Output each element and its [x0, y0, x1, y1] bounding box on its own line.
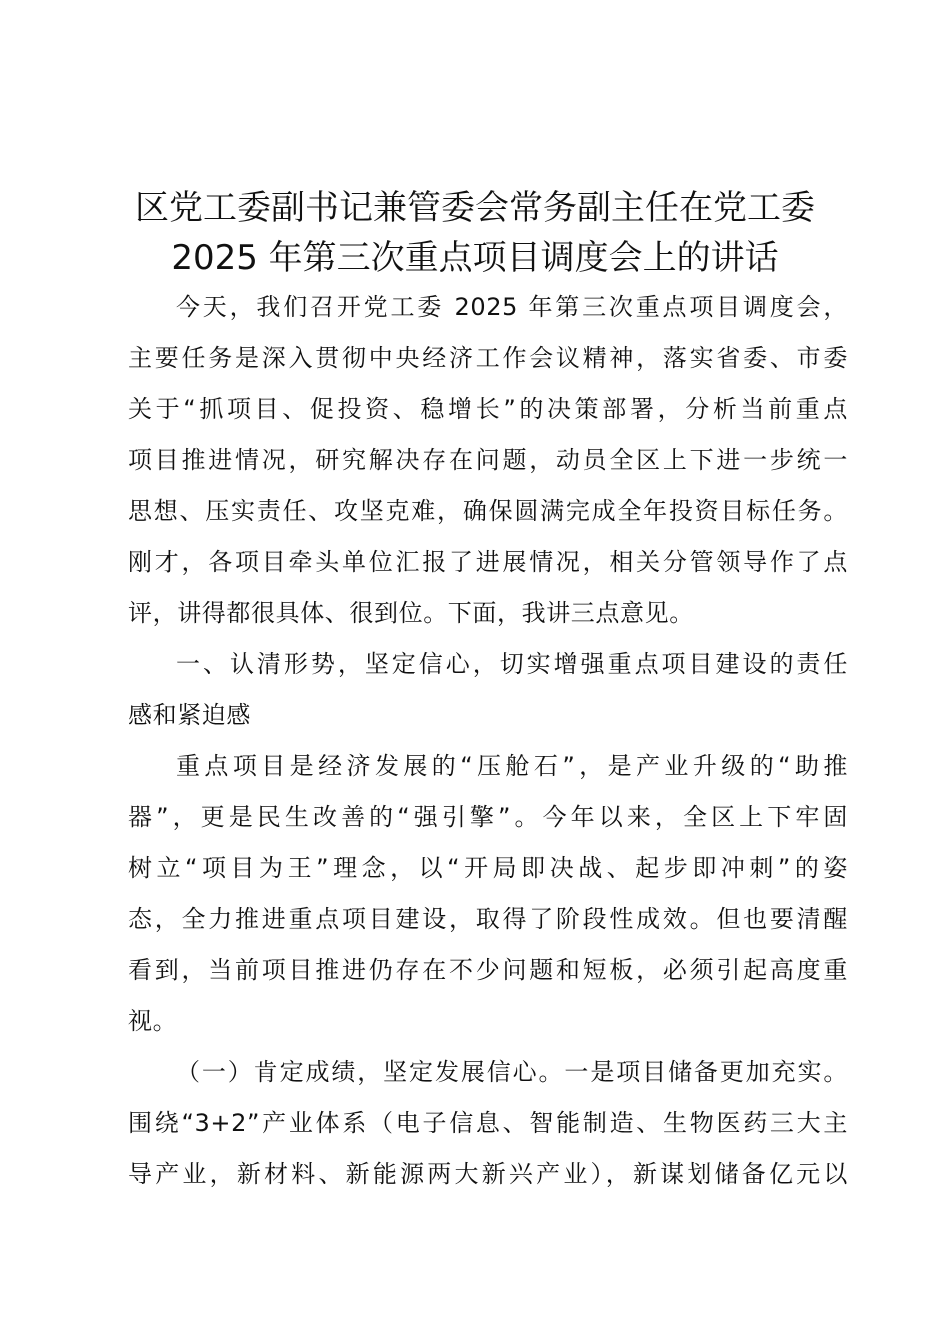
paragraph-line: 器”，更是民生改善的“强引擎”。今年以来，全区上下牢固	[128, 803, 848, 831]
paragraph-line: 重点项目是经济发展的“压舱石”，是产业升级的“助推	[176, 752, 848, 780]
title-line-2: 2025 年第三次重点项目调度会上的讲话	[171, 238, 779, 278]
section-heading-line: 感和紧迫感	[128, 701, 251, 729]
paragraph-line: 刚才，各项目牵头单位汇报了进展情况，相关分管领导作了点	[128, 548, 848, 576]
paragraph-line: 态，全力推进重点项目建设，取得了阶段性成效。但也要清醒	[128, 905, 848, 933]
paragraph-line: 树立“项目为王”理念，以“开局即决战、起步即冲刺”的姿	[128, 854, 848, 882]
paragraph-line: 主要任务是深入贯彻中央经济工作会议精神，落实省委、市委	[128, 344, 848, 372]
paragraph-line: 看到，当前项目推进仍存在不少问题和短板，必须引起高度重	[128, 956, 848, 984]
document-title	[100, 183, 850, 283]
paragraph-line: 项目推进情况，研究解决存在问题，动员全区上下进一步统一	[128, 446, 848, 474]
paragraph-line: 关于“抓项目、促投资、稳增长”的决策部署，分析当前重点	[128, 395, 848, 423]
title-line-1: 区党工委副书记兼管委会常务副主任在党工委	[135, 188, 815, 228]
paragraph-line: 今天，我们召开党工委 2025 年第三次重点项目调度会，	[176, 293, 848, 321]
paragraph-line: 思想、压实责任、攻坚克难，确保圆满完成全年投资目标任务。	[128, 497, 848, 525]
section-heading-line: 一、认清形势，坚定信心，切实增强重点项目建设的责任	[176, 650, 848, 678]
paragraph-line: 围绕“3+2”产业体系（电子信息、智能制造、生物医药三大主	[128, 1109, 848, 1137]
paragraph-line: 评，讲得都很具体、很到位。下面，我讲三点意见。	[128, 599, 694, 627]
paragraph-line: 视。	[128, 1007, 178, 1035]
document-body	[128, 282, 848, 1200]
paragraph-line: （一）肯定成绩，坚定发展信心。一是项目储备更加充实。	[176, 1058, 848, 1086]
paragraph-line: 导产业，新材料、新能源两大新兴产业），新谋划储备亿元以	[128, 1160, 848, 1188]
